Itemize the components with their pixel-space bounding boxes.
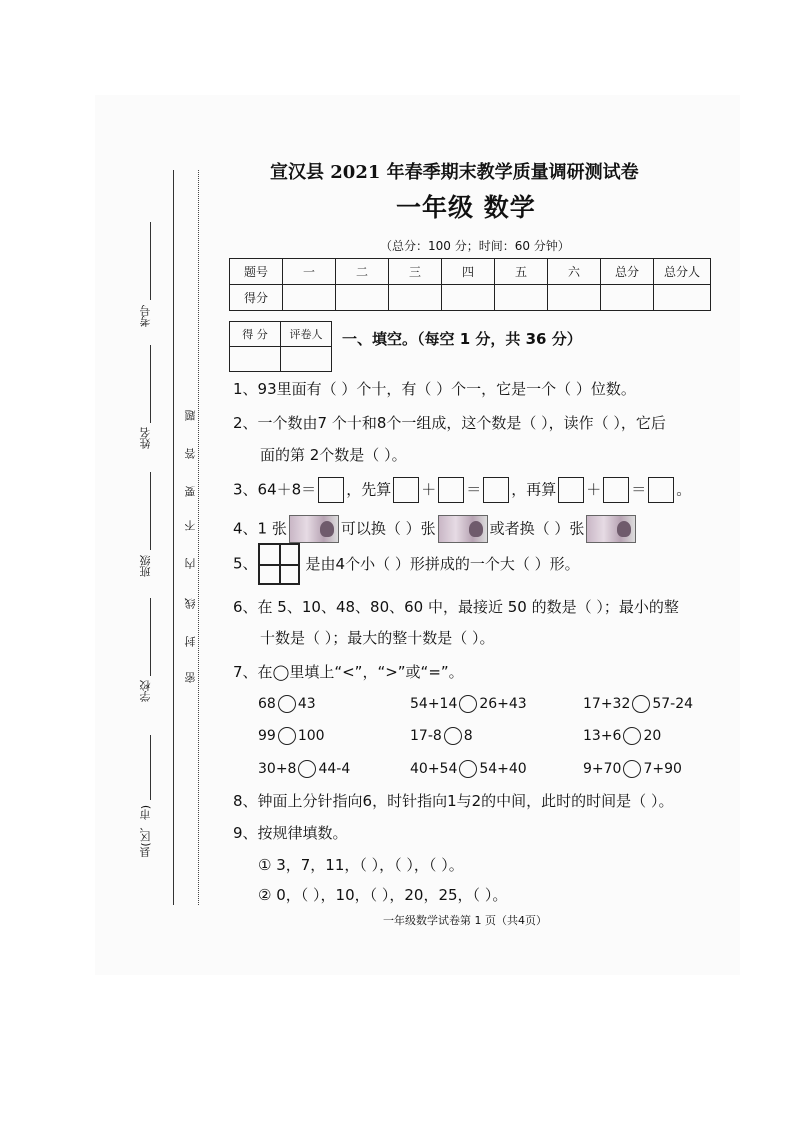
comparison-item (583, 727, 661, 745)
grader-score-label: 得 分 (230, 322, 281, 347)
grader-name-cell[interactable] (281, 347, 332, 372)
answer-box[interactable] (438, 477, 464, 503)
score-table (229, 258, 711, 311)
question-5 (233, 543, 580, 585)
comparison-left: 54+14 (410, 696, 458, 712)
question-4-start: 4、1 张 (233, 519, 287, 538)
question-3: 3、64＋8＝ ，先算 ＋ ＝ ，再算 ＋ ＝ 。 (233, 477, 691, 503)
compare-circle[interactable] (278, 727, 296, 745)
table-cell: 二 (336, 259, 389, 285)
exam-title: 宣汉县 2021 年春季期末教学质量调研测试卷 (270, 162, 639, 183)
table-cell: 四 (442, 259, 495, 285)
question-8: 8、钟面上分针指向6，时针指向1与2的中间，此时的时间是（ ）。 (233, 792, 674, 810)
grader-table (229, 321, 332, 372)
answer-box[interactable] (648, 477, 674, 503)
answer-box[interactable] (558, 477, 584, 503)
question-6-line-1: 6、在 5、10、48、80、60 中，最接近 50 的数是（ ）；最小的整 (233, 598, 679, 616)
seal-char: 题 (184, 410, 197, 421)
comparison-item (410, 727, 473, 745)
binding-line-left (173, 170, 174, 905)
answer-box[interactable] (603, 477, 629, 503)
score-cell[interactable] (389, 285, 442, 311)
grader-score-cell[interactable] (230, 347, 281, 372)
compare-circle[interactable] (632, 695, 650, 713)
compare-circle[interactable] (278, 695, 296, 713)
seal-char: 密 (184, 672, 197, 683)
seal-char: 内 (184, 558, 197, 569)
comparison-right: 54+40 (479, 761, 527, 777)
question-6-line-2: 十数是（ ）；最大的整十数是（ ）。 (260, 629, 495, 647)
question-1: 1、93里面有（ ）个十，有（ ）个一，它是一个（ ）位数。 (233, 380, 636, 398)
score-cell[interactable] (495, 285, 548, 311)
answer-box[interactable] (483, 477, 509, 503)
grader-name-label: 评卷人 (281, 322, 332, 347)
compare-circle[interactable] (459, 760, 477, 778)
table-cell: 总分 (601, 259, 654, 285)
page-footer: 一年级数学试卷第 1 页（共4页） (383, 914, 547, 927)
question-4 (233, 515, 638, 543)
comparison-item (258, 695, 316, 713)
comparison-left: 13+6 (583, 728, 622, 744)
comparison-left: 17+32 (583, 696, 631, 712)
comparison-item (258, 727, 325, 745)
table-cell: 一 (283, 259, 336, 285)
seal-char: 要 (184, 486, 197, 497)
table-cell: 题号 (230, 259, 283, 285)
score-cell[interactable] (442, 285, 495, 311)
school-label: 学校 (139, 680, 152, 702)
question-2-line-1: 2、一个数由7 个十和8个一组成，这个数是（ ），读作（ ），它后 (233, 414, 666, 432)
score-cell[interactable] (654, 285, 711, 311)
compare-circle[interactable] (444, 727, 462, 745)
answer-box[interactable] (318, 477, 344, 503)
compare-circle[interactable] (298, 760, 316, 778)
score-table-header-row (230, 259, 711, 285)
comparison-left: 40+54 (410, 761, 458, 777)
comparison-right: 100 (297, 728, 325, 744)
five-yuan-note-icon (289, 515, 339, 543)
exam-number-label: 考号 (139, 305, 152, 327)
compare-circle[interactable] (459, 695, 477, 713)
seal-char: 线 (184, 598, 197, 609)
seal-char: 不 (184, 520, 197, 531)
question-2-line-2: 面的第 2个数是（ ）。 (260, 446, 407, 464)
score-table-score-row (230, 285, 711, 311)
comparison-right: 8 (463, 728, 473, 744)
table-cell: 六 (548, 259, 601, 285)
question-9-part-1: ① 3，7，11，（ ），（ ），（ ）。 (258, 856, 464, 874)
comparison-left: 9+70 (583, 761, 622, 777)
question-5-text: 是由4个小（ ）形拼成的一个大（ ）形。 (305, 554, 580, 573)
score-cell[interactable] (548, 285, 601, 311)
compare-circle[interactable] (623, 727, 641, 745)
score-cell[interactable] (336, 285, 389, 311)
section-1-title: 一、填空。（每空 1 分，共 36 分） (342, 330, 582, 348)
question-5-start: 5、 (233, 554, 258, 573)
county-label: 县(区、市) (139, 805, 152, 858)
five-yuan-note-icon (586, 515, 636, 543)
name-label: 姓名 (139, 427, 152, 449)
question-3-then: ，再算 (511, 480, 557, 499)
question-4-end: 或者换（ ）张 (489, 519, 585, 538)
comparison-item (258, 760, 350, 778)
square-grid-icon (258, 543, 300, 585)
question-4-mid: 可以换（ ）张 (340, 519, 436, 538)
question-9-part-2: ② 0，（ ），10，（ ），20，25，（ ）。 (258, 886, 508, 904)
exam-meta: （总分：100 分；时间：60 分钟） (380, 239, 570, 253)
comparison-left: 99 (258, 728, 276, 744)
comparison-right: 20 (643, 728, 662, 744)
table-cell: 总分人 (654, 259, 711, 285)
table-cell: 得分 (230, 285, 283, 311)
comparison-item (410, 695, 527, 713)
table-cell: 五 (495, 259, 548, 285)
class-label: 班级 (139, 555, 152, 577)
exam-number-blank (150, 222, 151, 300)
binding-line-right (198, 170, 199, 905)
name-blank (150, 345, 151, 423)
exam-subtitle: 一年级 数学 (396, 193, 536, 222)
comparison-left: 68 (258, 696, 276, 712)
question-7: 7、在◯里填上“<”，“>”或“=”。 (233, 663, 464, 681)
table-cell: 三 (389, 259, 442, 285)
question-3-expr: 3、64＋8＝ (233, 480, 317, 499)
county-blank (150, 735, 151, 800)
comparison-left: 30+8 (258, 761, 297, 777)
comparison-right: 44-4 (318, 761, 351, 777)
comparison-left: 17-8 (410, 728, 442, 744)
comparison-item (583, 760, 682, 778)
seal-char: 封 (184, 636, 197, 647)
score-cell[interactable] (601, 285, 654, 311)
school-blank (150, 598, 151, 676)
seal-char: 答 (184, 448, 197, 459)
comparison-right: 7+90 (643, 761, 682, 777)
comparison-right: 26+43 (479, 696, 527, 712)
question-9: 9、按规律填数。 (233, 824, 348, 842)
score-cell[interactable] (283, 285, 336, 311)
compare-circle[interactable] (623, 760, 641, 778)
question-3-first: ，先算 (346, 480, 392, 499)
class-blank (150, 472, 151, 550)
five-yuan-note-icon (438, 515, 488, 543)
comparison-right: 57-24 (652, 696, 694, 712)
comparison-right: 43 (297, 696, 316, 712)
answer-box[interactable] (393, 477, 419, 503)
comparison-item (410, 760, 527, 778)
comparison-item (583, 695, 693, 713)
